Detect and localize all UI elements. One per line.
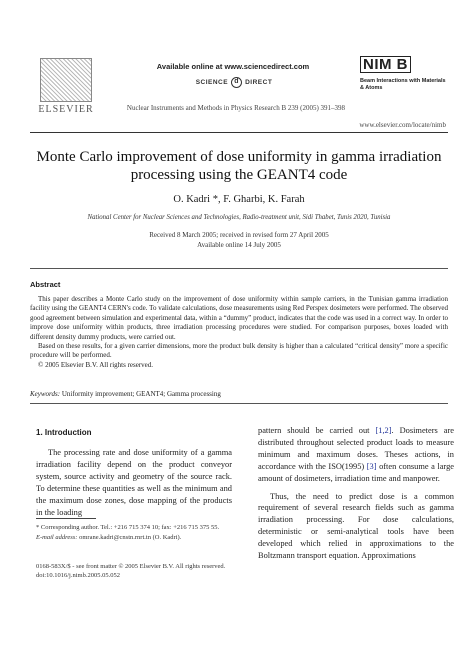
- footnote: [36, 523, 232, 542]
- sciencedirect-availability: Available online at www.sciencedirect.com: [156, 62, 310, 71]
- journal-logo-subtitle: Beam Interactions with Materials & Atoms: [360, 78, 446, 91]
- corresponding-author-note: * Corresponding author. Tel.: +216 715 374 10; fax: +216 715 375 55.: [36, 524, 220, 531]
- citation-link-3[interactable]: [3]: [366, 461, 377, 471]
- intro-left-paragraph: The processing rate and dose uniformity of a gamma irradiation facility depend on the product conveyor system, source activity and geometry of the source rack. To determine these quantities as well as the minimum and the maximum dose zones, dose mapping of the products in the loading: [36, 448, 232, 517]
- elsevier-logo: [30, 58, 102, 120]
- publisher-name: ELSEVIER: [38, 104, 94, 115]
- article-title: Monte Carlo improvement of dose uniformity in gamma irradiation processing using the GEANT4 code: [36, 149, 442, 183]
- doi-line[interactable]: doi:10.1016/j.nimb.2005.05.052: [36, 572, 120, 579]
- abstract-top-divider: [30, 268, 448, 269]
- abstract-copyright: © 2005 Elsevier B.V. All rights reserved.: [38, 360, 154, 369]
- abstract-paragraph-2: Based on these results, for a given carrier dimensions, more the product bulk density is higher than a calculated “critical density” more a specific procedure will be performed.: [30, 342, 448, 360]
- email-line: [36, 533, 232, 543]
- keywords-line: [30, 390, 448, 398]
- intro-right-paragraph-1: pattern should be carried out [1,2]. Dosimeters are distributed throughout selected product loads to measure minimum and maximum doses. Theses actions, in accordance with the ISO(1995) [3] often consume a large amount of dosimeters, irradiation time and manpower.: [258, 426, 454, 483]
- header-divider: [30, 132, 448, 133]
- journal-logo-letters: NIM B: [360, 56, 411, 73]
- intro-right-paragraph-2: Thus, the need to predict dose is a common requirement of several research fields such as gamma irradiation processing. For dose calculations, deterministic or semi-analytical tools have been developed which relied in approximations to the Boltzmann transport equation. Approximations: [258, 491, 454, 561]
- article-dates: [30, 230, 448, 250]
- sd-logo-right: DIRECT: [245, 79, 273, 87]
- available-date: Available online 14 July 2005: [197, 241, 281, 249]
- section-heading-introduction: 1. Introduction: [36, 428, 92, 437]
- elsevier-tree-emblem: [40, 58, 92, 102]
- journal-logo: [360, 56, 446, 108]
- keywords-list: Uniformity improvement; GEANT4; Gamma processing: [61, 390, 221, 398]
- issn-line: 0168-583X/$ - see front matter © 2005 Elsevier B.V. All rights reserved.: [36, 563, 226, 570]
- citation-link-1-2[interactable]: [1,2]: [375, 426, 392, 435]
- sd-logo-ring: d: [231, 77, 242, 88]
- journal-reference: Nuclear Instruments and Methods in Physics Research B 239 (2005) 391–398: [126, 104, 346, 112]
- keywords-label: Keywords:: [30, 390, 61, 398]
- intro-right-column: [258, 425, 454, 562]
- journal-url[interactable]: www.elsevier.com/locate/nimb: [359, 121, 446, 129]
- abstract-bottom-divider: [30, 403, 448, 404]
- article-authors: O. Kadri *, F. Gharbi, K. Farah: [173, 194, 305, 205]
- email-address[interactable]: omrane.kadri@cnstn.rnrt.tn (O. Kadri).: [79, 533, 182, 541]
- sciencedirect-logo: [172, 77, 296, 89]
- abstract-body: [30, 295, 448, 370]
- received-date: Received 8 March 2005; received in revised form 27 April 2005: [149, 231, 329, 239]
- footnote-divider: [36, 518, 96, 519]
- sd-logo-left: SCIENCE: [195, 79, 229, 87]
- abstract-paragraph-1: This paper describes a Monte Carlo study on the improvement of dose uniformity within sample carriers, in the Tunisian gamma irradiation facility using the GEANT4 CERN's code. To validate calculations, dose measurements using Red Perspex dosimeters were performed. The observed good agreement between simulation and experimental data, within a “dummy” product, indicates that the code was used in a correct way. In order to improve dose uniformity within products, three irradiation processing procedures were studied. For comparison purposes, boxes loaded with different density dummy products, were carried out.: [30, 295, 448, 341]
- email-label: E-mail address:: [36, 533, 78, 541]
- article-meta: [36, 562, 296, 580]
- author-affiliation: National Center for Nuclear Sciences and Technologies, Radio-treatment unit, Sidi Thabet, Tunis 2020, Tunisia: [87, 214, 391, 221]
- abstract-heading: Abstract: [30, 280, 61, 289]
